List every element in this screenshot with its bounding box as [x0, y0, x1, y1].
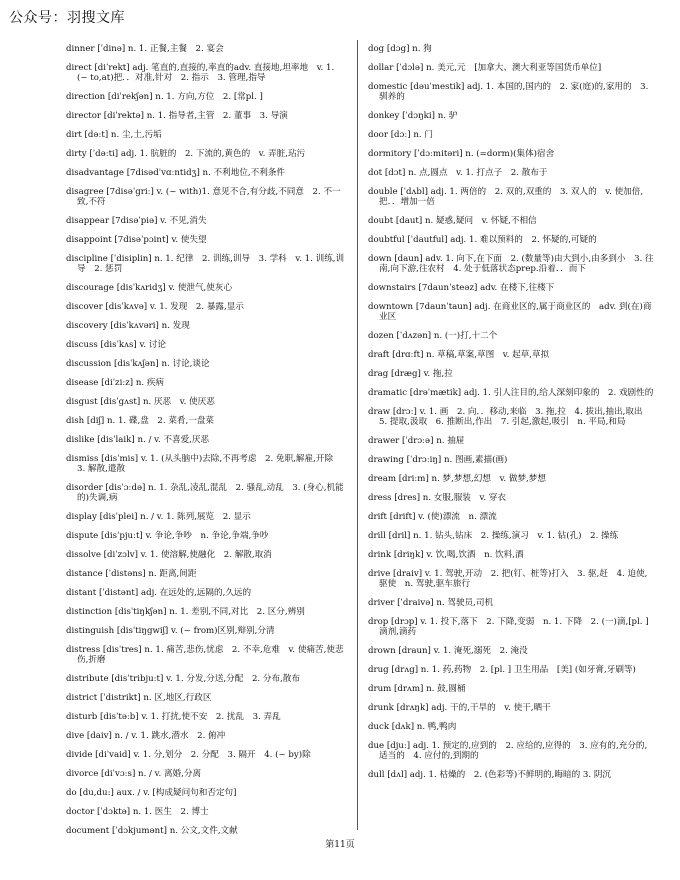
- dictionary-entry: discussion [disˈkʌʃən] n. 讨论,谈论: [66, 359, 210, 369]
- dictionary-entry: drive [draiv] v. 1. 驾驶,开动 2. 把(钉、桩等)打入 3. 驱,赶 4. 迫使,驱使 n. 驾驶,驱车旅行: [368, 569, 648, 589]
- dictionary-entry: distinguish [disˈtiŋgwiʃ] v. (~ from)区别,辩别,分清: [66, 626, 275, 636]
- dictionary-entry: do [du,du:] aux. / v. [构成疑问句和否定句]: [66, 788, 237, 798]
- dictionary-entry: disadvantage [7disədˈvɑːntidʒ] n. 不利地位,不利条件: [66, 168, 286, 178]
- dictionary-entry: dollar [ˈdɔlə] n. 美元,元 [加拿大、澳大利亚等国货币单位]: [368, 63, 602, 73]
- dictionary-entry: distribute [disˈtribjuːt] v. 1. 分发,分送,分配 2. 分布,散布: [66, 674, 300, 684]
- dictionary-entry: doubt [daut] n. 疑惑,疑问 v. 怀疑,不相信: [368, 216, 537, 226]
- dictionary-entry: document [ˈdɔkjumənt] n. 公文,文件,文献: [66, 826, 238, 836]
- dictionary-entry: drag [dræg] v. 拖,拉: [368, 369, 453, 379]
- page-number: 第11页: [325, 840, 355, 850]
- dictionary-entry: drop [drɔp] v. 1. 投下,落下 2. 下降,变弱 n. 1. 下降 2. (一)滴,[pl. ] 滴剂,滴药: [368, 617, 649, 637]
- dictionary-entry: dive [daiv] n. / v. 1. 跳水,潜水 2. 俯冲: [66, 731, 226, 741]
- dictionary-entry: dress [dres] n. 女服,服装 v. 穿衣: [368, 493, 506, 503]
- dictionary-entry: doctor [ˈdɔktə] n. 1. 医生 2. 博士: [66, 807, 209, 817]
- dictionary-entry: drown [draun] v. 1. 淹死,溺死 2. 淹没: [368, 646, 528, 656]
- dictionary-entry: disorder [disˈɔːdə] n. 1. 杂乱,凌乱,混乱 2. 骚乱,动乱 3. (身心,机能的)失调,病: [66, 483, 344, 503]
- dictionary-entry: dramatic [drəˈmætik] adj. 1. 引人注目的,给人深刻印象的 2. 戏剧性的: [368, 388, 654, 398]
- dictionary-entry: distant [ˈdistənt] adj. 在远处的,远隔的,久远的: [66, 588, 252, 598]
- dictionary-entry: dull [dʌl] adj. 1. 枯燥的 2. (色彩等)不鲜明的,晦暗的 3. 阴沉: [368, 770, 612, 780]
- right-column: [368, 44, 654, 789]
- dictionary-entry: divide [diˈvaid] v. 1. 分,划分 2. 分配 3. 隔开 4. (~ by)除: [66, 750, 311, 760]
- dictionary-entry: distance [ˈdistəns] n. 距离,间距: [66, 569, 197, 579]
- dictionary-entry: disappear [7disəˈpiə] v. 不见,消失: [66, 216, 207, 226]
- dictionary-entry: dirty [ˈdəːti] adj. 1. 肮脏的 2. 下流的,黄色的 v. 弄脏,玷污: [66, 149, 306, 159]
- dictionary-entry: direction [diˈrekʃən] n. 1. 方向,方位 2. [常pl. ]: [66, 92, 263, 102]
- dictionary-entry: discipline [ˈdisiplin] n. 1. 纪律 2. 训练,训导 3. 学科 v. 1. 训练,训导 2. 惩罚: [66, 254, 345, 274]
- dictionary-entry: dirt [dəːt] n. 尘,土,污垢: [66, 130, 162, 140]
- dictionary-entry: double [ˈdʌbl] adj. 1. 两倍的 2. 双的,双重的 3. 双人的 v. 使加倍,把．．增加一倍: [368, 187, 644, 207]
- dictionary-entry: drift [drift] v. (使)漂流 n. 漂流: [368, 512, 497, 522]
- dictionary-entry: due [djuː] adj. 1. 预定的,应到的 2. 应给的,应得的 3. 应有的,充分的,适当的 4. 应付的,到期的: [368, 741, 648, 761]
- dictionary-entry: disagree [7disəˈgriː] v. (~ with)1. 意见不合,有分歧,不同意 2. 不一致,不符: [66, 187, 341, 207]
- dictionary-entry: dot [dɔt] n. 点,圆点 v. 1. 打点子 2. 散布于: [368, 168, 548, 178]
- dictionary-entry: divorce [diˈvɔːs] n. / v. 离婚,分离: [66, 769, 202, 779]
- dictionary-entry: drill [dril] n. 1. 钻头,钻床 2. 操练,演习 v. 1. 钻(孔) 2. 操练: [368, 531, 619, 541]
- dictionary-entry: disappoint [7disəˈpɔint] v. 使失望: [66, 235, 207, 245]
- dictionary-entry: dislike [disˈlaik] n. / v. 不喜爱,厌恶: [66, 435, 210, 445]
- dictionary-entry: display [disˈplei] n. / v. 1. 陈列,展览 2. 显示: [66, 512, 251, 522]
- column-divider: [357, 40, 358, 830]
- dictionary-entry: doubtful [ˈdautful] adj. 1. 难以预料的 2. 怀疑的,可疑的: [368, 235, 597, 245]
- dictionary-entry: distress [disˈtres] n. 1. 痛苦,悲伤,忧虑 2. 不幸,危难 v. 使痛苦,使悲伤,折磨: [66, 645, 344, 665]
- dictionary-entry: down [daun] adv. 1. 向下,在下面 2. (数量等)由大到小,由多到小 3. 往南,向下游,往农村 4. 处于低落状态prep.沿着．．而下: [368, 254, 654, 274]
- dictionary-entry: distinction [disˈtiŋkʃən] n. 1. 差别,不同,对比 2. 区分,辨别: [66, 607, 305, 617]
- dictionary-entry: drawing [ˈdrɔːiŋ] n. 图画,素描(画): [368, 455, 508, 465]
- dictionary-entry: dog [dɔg] n. 狗: [368, 44, 432, 54]
- dictionary-entry: discover [disˈkʌvə] v. 1. 发现 2. 暴露,显示: [66, 302, 244, 312]
- dictionary-entry: discourage [disˈkʌridʒ] v. 使泄气,使灰心: [66, 283, 233, 293]
- dictionary-entry: drunk [drʌŋk] adj. 干的,干旱的 v. 使干,晒干: [368, 703, 551, 713]
- dictionary-entry: dismiss [disˈmis] v. 1. (从头脑中)去除,不再考虑 2. 免职,解雇,开除 3. 解散,遣散: [66, 454, 342, 474]
- dictionary-entry: draft [drɑːft] n. 草稿,草案,草图 v. 起草,草拟: [368, 350, 550, 360]
- dictionary-entry: direct [diˈrekt] adj. 笔直的,直接的,率直的adv. 直接地,坦率地 v. 1. (~ to,at)把．．对准,针对 2. 指示 3. 管理,指导: [66, 63, 335, 83]
- dictionary-entry: dish [diʃ] n. 1. 碟,盘 2. 菜肴,一盘菜: [66, 416, 215, 426]
- dictionary-entry: dissolve [diˈzɔlv] v. 1. 使溶解,使融化 2. 解散,取消: [66, 550, 272, 560]
- dictionary-entry: disgust [disˈgʌst] n. 厌恶 v. 使厌恶: [66, 397, 215, 407]
- left-column: [66, 44, 347, 845]
- dictionary-entry: dinner [ˈdinə] n. 1. 正餐,主餐 2. 宴会: [66, 44, 224, 54]
- dictionary-entry: discovery [disˈkʌvəri] n. 发现: [66, 321, 190, 331]
- dictionary-entry: disease [diˈziːz] n. 疾病: [66, 378, 165, 388]
- page-header: 公众号：羽搜文库: [9, 10, 125, 26]
- dictionary-entry: disturb [disˈtəːb] v. 1. 打扰,使不安 2. 扰乱 3. 弄乱: [66, 712, 281, 722]
- dictionary-entry: drug [drʌg] n. 1. 药,药物 2. [pl. ] 卫生用品 [美] (如牙膏,牙刷等): [368, 665, 636, 675]
- dictionary-entry: donkey [ˈdɔŋki] n. 驴: [368, 111, 458, 121]
- dictionary-entry: dispute [disˈpjuːt] v. 争论,争吵 n. 争论,争端,争吵: [66, 531, 269, 541]
- dictionary-entry: discuss [disˈkʌs] v. 讨论: [66, 340, 166, 350]
- dictionary-entry: dormitory [ˈdɔːmitəri] n. (=dorm)(集体)宿舍: [368, 149, 555, 159]
- dictionary-entry: draw [drɔː] v. 1. 画 2. 向．．移动,来临 3. 拖,拉 4. 拔出,抽出,取出 5. 提取,汲取 6. 推断出,作出 7. 引起,激起,吸引 n. 平局,和局: [368, 407, 652, 427]
- dictionary-entry: dozen [ˈdʌzən] n. (一)打,十二个: [368, 331, 498, 341]
- dictionary-entry: driver [ˈdraivə] n. 驾驶员,司机: [368, 598, 494, 608]
- dictionary-entry: dream [driːm] n. 梦,梦想,幻想 v. 做梦,梦想: [368, 474, 546, 484]
- dictionary-entry: drawer [ˈdrɔːə] n. 抽屉: [368, 436, 465, 446]
- dictionary-entry: district [ˈdistrikt] n. 区,地区,行政区: [66, 693, 212, 703]
- dictionary-entry: door [dɔː] n. 门: [368, 130, 433, 140]
- dictionary-entry: director [diˈrektə] n. 1. 指导者,主管 2. 董事 3. 导演: [66, 111, 288, 121]
- dictionary-entry: duck [dʌk] n. 鸭,鸭肉: [368, 722, 457, 732]
- dictionary-entry: drink [driŋk] v. 饮,喝,饮酒 n. 饮料,酒: [368, 550, 524, 560]
- dictionary-entry: downtown [7daunˈtaun] adj. 在商业区的,属于商业区的 adv. 到(在)商业区: [368, 302, 652, 322]
- dictionary-entry: drum [drʌm] n. 鼓,圆桶: [368, 684, 466, 694]
- dictionary-entry: domestic [dəuˈmestik] adj. 1. 本国的,国内的 2. 家(庭)的,家用的 3. 驯养的: [368, 82, 649, 102]
- dictionary-entry: downstairs [7daunˈsteəz] adv. 在楼下,往楼下: [368, 283, 555, 293]
